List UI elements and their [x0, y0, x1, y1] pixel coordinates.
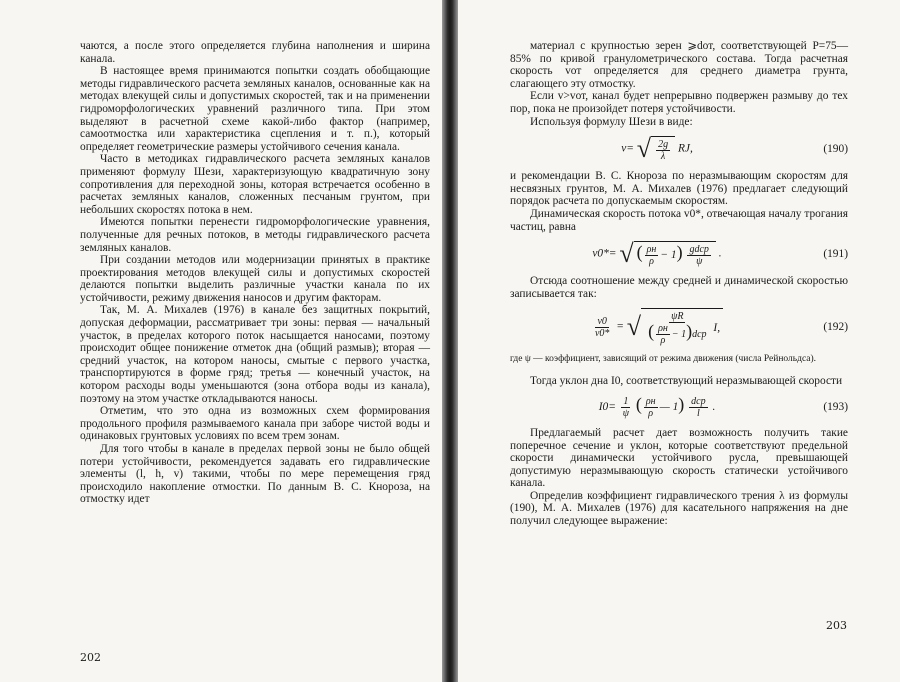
equation-192: $\frac{v0}{v0*}$ = √ ψR ( $\frac{\rho н}{\rho}$ − 1)dср I, (192): [510, 308, 848, 346]
paragraph: Так, М. А. Михалев (1976) в канале без защитных покрытий, допуская деформации, рассматривает три зоны: первая — начальный участок, в пределах которого поток насыщается наносами, поэтому происходит общее понижение отметок дна (общий размыв); вторая — средний участок, на котором наносы, смытые с первого участка, транспортируются в форме гряд; третья — конечный участок, на котором расходы воды уменьшаются (зона отбора воды из канала), поэтому на этом участке откладываются наносы.: [80, 304, 430, 405]
footnote: где ψ — коэффициент, зависящий от режима движения (числа Рейнольдса).: [510, 354, 817, 365]
left-text-column: [80, 40, 430, 506]
eq-lhs: v=: [621, 142, 634, 155]
paragraph: материал с крупностью зерен ⩾dот, соответствующей P=75—85% по кривой гранулометрического состава. Тогда расчетная скорость vот определяется для среднего диаметра грунта, слагающего эту отмостку.: [510, 40, 848, 90]
eq-sign: =: [616, 320, 624, 333]
eq-numerator: 1: [623, 395, 629, 407]
paragraph: Динамическая скорость потока v0*, отвечающая началу трогания частиц, равна: [510, 207, 848, 233]
eq-numerator: v0: [597, 315, 607, 327]
eq-term: − 1: [671, 329, 687, 341]
equation-191: v0*= √ ( $\frac{\rho н}{\rho}$ − 1) $\frac{\text{gdср}}{\psi}$ . (191): [592, 239, 848, 269]
paragraph: В настоящее время принимаются попытки создать обобщающие методы гидравлического расчета земляных каналов, основанные как на методах влекущей силы и допустимых скоростей, так и на применении гидроморфологических уравнений различного типа. При этом выделяют в расчетной схеме какой-либо фактор (например, самоотмостка или характеристика сцепления и т. п.), который определяет геометрические размеры устойчивого сечения канала.: [80, 65, 430, 153]
eq-tail: I,: [713, 322, 721, 335]
eq-denominator: l: [696, 407, 700, 419]
right-page: [458, 0, 900, 682]
page-number: 203: [826, 619, 847, 632]
equation-number: (190): [823, 142, 848, 155]
paragraph: Тогда уклон дна I0, соответствующий неразмывающей скорости: [530, 375, 843, 388]
eq-tail: .: [718, 247, 722, 260]
eq-denominator: λ: [660, 151, 666, 163]
paragraph: При создании методов или модернизации принятых в практике проектирования методов влекущей силы и допустимых скоростей делаются попытки выделить различные участки канала по их устойчивости, режиму движения наносов и другим факторам.: [80, 254, 430, 304]
eq-numerator: ρн: [658, 323, 668, 335]
eq-term: − 1: [660, 249, 677, 262]
equation-190: v= √ $\frac{2g}{\lambda}$ RJ, (190): [621, 134, 848, 164]
equation-number: (193): [823, 401, 848, 414]
paragraph: Предлагаемый расчет дает возможность получить такие поперечное сечение и уклон, которые соответствуют предельной скорости динамически устойчивого русла, превышающей допустимую неразмывающую скорость статически устойчивого канала.: [510, 426, 848, 490]
eq-numerator: gdср: [689, 244, 709, 256]
paragraph: и рекомендации В. С. Кнороза по неразмывающим скоростям для несвязных грунтов, М. А. Михалев (1976) предлагает следующий порядок расчета по допускаемым скоростям.: [510, 170, 848, 208]
page-number: 202: [80, 651, 101, 664]
eq-denominator: ψ: [696, 256, 703, 268]
paragraph: Если v>vот, канал будет непрерывно подвержен размыву до тех пор, пока не произойдет потеря устойчивости.: [510, 90, 848, 115]
eq-numerator: ρн: [645, 395, 656, 407]
paragraph: Определив коэффициент гидравлического трения λ из формулы (190), М. А. Михалев (1976) для касательного напряжения на дне получил следующее выражение:: [510, 489, 848, 528]
eq-tail: .: [712, 401, 716, 414]
paragraph: Используя формулу Шези в виде:: [530, 115, 693, 128]
paragraph: Часто в методиках гидравлического расчета земляных каналов применяют формулу Шези, характеризующую квадратичную зону сопротивления для переходной зоны, которая встречается особенно в расчетах земляных каналов, сложенных песчаным грунтом, при небольших скоростях потока в нем.: [80, 153, 430, 216]
eq-lhs: I0=: [598, 401, 616, 414]
eq-denominator: v0*: [594, 327, 610, 339]
eq-denominator: ρ: [648, 407, 654, 419]
eq-numerator: 2g: [658, 139, 669, 151]
eq-denominator: ρ: [649, 256, 654, 268]
paragraph: Имеются попытки перенести гидроморфологические уравнения, полученные для речных потоков, в методы гидравлического расчета земляных каналов.: [80, 216, 430, 254]
paragraph: чаются, а после этого определяется глубина наполнения и ширина канала.: [80, 40, 430, 65]
paragraph: Отметим, что это одна из возможных схем формирования продольного профиля размываемого канала при заборе чистой воды и одинаковых грунтовых условиях по всем трем зонам.: [80, 405, 430, 443]
eq-numerator: ρн: [646, 244, 657, 256]
eq-numerator: dср: [691, 395, 706, 407]
eq-term: — 1: [659, 401, 679, 414]
paragraph: Отсюда соотношение между средней и динамической скоростью записывается так:: [510, 275, 848, 300]
eq-lhs: v0*=: [592, 247, 617, 260]
eq-denominator: ρ: [660, 335, 666, 347]
equation-193: I0= $\frac{1}{\psi}$ ( $\frac{\rho н}{\rho}$ — 1) $\frac{\text{dср}}{l}$ . (193): [598, 394, 848, 419]
equation-number: (191): [823, 247, 848, 260]
book-gutter: [442, 0, 458, 682]
paragraph: Для того чтобы в канале в пределах первой зоны не было общей потери устойчивости, рекомендуется задавать его гидравлические элементы (l, h, v) такими, чтобы по мере перемещения гряд происходило накопление отмостки. По данным В. С. Кнороза, на отмостку идет: [80, 443, 430, 506]
equation-number: (192): [823, 321, 848, 334]
left-page: [0, 0, 442, 682]
eq-tail: RJ,: [677, 142, 693, 155]
eq-numerator: ψR: [671, 311, 684, 323]
eq-term: dср: [692, 329, 707, 341]
right-text-column: [510, 40, 848, 528]
eq-denominator: ψ: [622, 407, 629, 419]
